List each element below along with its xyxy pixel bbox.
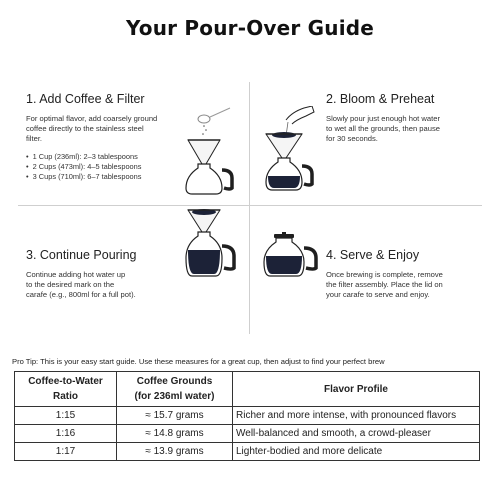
header-flavor: Flavor Profile: [233, 372, 480, 407]
step-1-title: 1. Add Coffee & Filter: [26, 92, 145, 106]
pro-tip: Pro Tip: This is your easy start guide. Use these measures for a great cup, then adjust to find your perfect brew: [12, 357, 385, 366]
list-item: • 2 Cups (473ml): 4–5 tablespoons: [26, 162, 141, 172]
ratio-table: [14, 371, 480, 461]
table-row: 1:17 ≈ 13.9 grams Lighter-bodied and more delicate: [15, 443, 480, 461]
step-3-text: Continue adding hot water up to the desired mark on the carafe (e.g., 800ml for a full pot).: [26, 270, 136, 299]
page-title: Your Pour-Over Guide: [125, 16, 375, 40]
step-2-title: 2. Bloom & Preheat: [326, 92, 435, 106]
grid-divider-vertical: [249, 82, 250, 334]
table-header-row: [15, 372, 480, 407]
grid-divider-horizontal: [18, 205, 482, 206]
step-4-text: Once brewing is complete, remove the filter assembly. Place the lid on your carafe to serve and enjoy.: [326, 270, 443, 299]
list-item: • 3 Cups (710ml): 6–7 tablespoons: [26, 172, 141, 182]
step-1-bullets: [26, 152, 141, 182]
header-ratio: Coffee-to-Water Ratio: [15, 372, 117, 407]
table-row: 1:15 ≈ 15.7 grams Richer and more intense, with pronounced flavors: [15, 407, 480, 425]
list-item: • 1 Cup (236ml): 2–3 tablespoons: [26, 152, 141, 162]
carafe-lid-icon: [256, 232, 322, 282]
carafe-dripper-icon: [180, 104, 246, 198]
spoon-icon: [198, 108, 230, 135]
kettle-pour-icon: [252, 106, 320, 198]
header-grounds: Coffee Grounds (for 236ml water): [117, 372, 233, 407]
step-1-text: For optimal flavor, add coarsely ground coffee directly to the stainless steel filter.: [26, 114, 158, 143]
step-4-title: 4. Serve & Enjoy: [326, 248, 420, 262]
table-row: 1:16 ≈ 14.8 grams Well-balanced and smooth, a crowd-pleaser: [15, 425, 480, 443]
step-3-title: 3. Continue Pouring: [26, 248, 137, 262]
carafe-dripper-icon: [180, 206, 246, 282]
step-2-text: Slowly pour just enough hot water to wet all the grounds, then pause for 30 seconds.: [326, 114, 440, 143]
